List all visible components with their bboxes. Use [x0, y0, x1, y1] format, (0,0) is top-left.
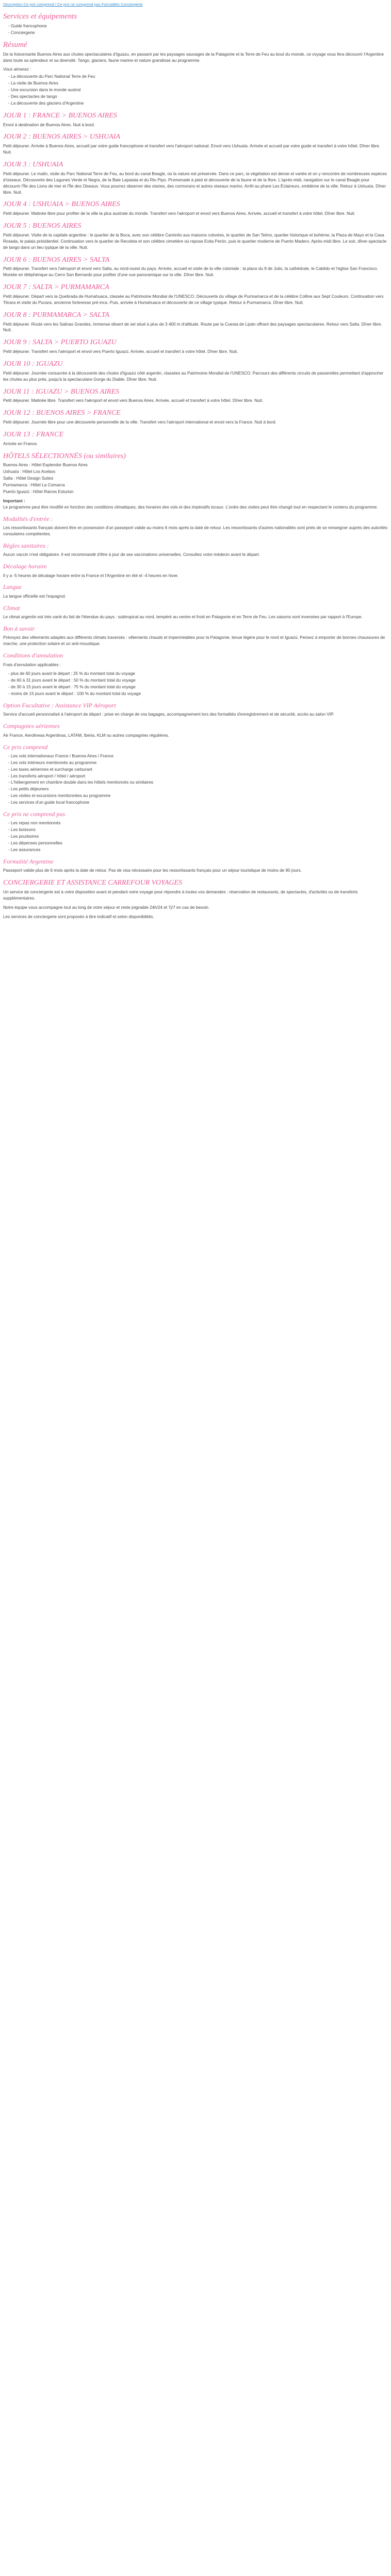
day-title: JOUR 8 : PURMAMARCA > SALTA [3, 311, 109, 319]
prix-ne-comprend-item: - Les repas non mentionnés [8, 820, 388, 826]
annulation-item: - de 60 à 31 jours avant le départ : 50 % du montant total du voyage [8, 677, 388, 684]
day-text: Petit déjeuner. Arrivée à Buenos Aires, accueil par votre guide francophone et transfert vers l'aéroport national. Envol vers Ushuaïa. Arrivée et accueil par votre guide et transfert à votre hôtel. Dîner libre. Nuit. [3, 144, 381, 155]
services-item: - Conciergerie [8, 30, 388, 36]
day-title: JOUR 5 : BUENOS AIRES [3, 222, 82, 230]
formalites-text: Passeport valide plus de 6 mois après la date de retour. Pas de visa nécessaire pour les ressortissants français pour un séjour touristique de moins de 90 jours. [3, 868, 302, 873]
resume-text: De la foisonnante Buenos Aires aux chutes spectaculaires d'Iguazu, en passant par les paysages sauvages de la Patagonie et la Terre de Feu au bout du monde, ce voyage vous fera découvrir l'Argentine dans toute sa splendeur et sa diversité. Tango, glaciers, faune marine et nature grandiose au programme. [3, 52, 384, 63]
day-3 [3, 161, 388, 195]
day-7 [3, 283, 388, 306]
page [0, 0, 391, 929]
conciergerie-title: CONCIERGERIE ET ASSISTANCE CARREFOUR VOYAGES [3, 879, 183, 887]
prix-ne-comprend-title: Ce prix ne comprend pas [3, 810, 66, 818]
conciergerie-text: Un service de conciergerie est à votre disposition avant et pendant votre voyage pour répondre à toutes vos demandes : réservation de restaurants, de spectacles, d'activités ou de transferts supplémentaires. [3, 889, 358, 901]
modalites-text: Les ressortissants français doivent être en possession d'un passeport valide au moins 6 mois après la date de retour. Les ressortissants d'autres nationalités sont priés de se renseigner auprès des autorités consulaires compétentes. [3, 526, 387, 536]
services-item: - Guide francophone [8, 23, 388, 29]
services-list [3, 23, 388, 36]
day-title: JOUR 11 : IGUAZU > BUENOS AIRES [3, 387, 120, 396]
hotel-line: Buenos Aires : Hôtel Esplendor Buenos Aires [3, 463, 88, 468]
prix-comprend-title: Ce prix comprend [3, 743, 48, 751]
regles-sanitaires-text: Aucun vaccin n'est obligatoire. Il est recommandé d'être à jour de ses vaccinations universelles. Consultez votre médecin avant le départ. [3, 552, 260, 557]
annulation-item: - moins de 15 jours avant le départ : 100 % du montant total du voyage [8, 691, 388, 697]
day-title: JOUR 3 : USHUAIA [3, 161, 63, 169]
regles-sanitaires-title: Règles sanitaires : [3, 541, 49, 549]
prix-comprend-item: - Les services d'un guide local francophone [8, 800, 388, 806]
prix-ne-comprend-item: - Les assurances [8, 847, 388, 853]
modalites-title: Modalités d'entrée : [3, 515, 53, 522]
prix-comprend-item: - Les vols internationaux France / Buenos Aires / France [8, 753, 388, 759]
day-text: Petit déjeuner. Journée libre pour une découverte personnelle de la ville. Transfert vers l'aéroport international et envol vers la France. Nuit à bord. [3, 420, 276, 425]
day-8 [3, 311, 388, 334]
day-text: Envol à destination de Buenos Aires. Nuit à bord. [3, 122, 95, 127]
annulation-item: - de 30 à 15 jours avant le départ : 75 % du montant total du voyage [8, 684, 388, 690]
day-text: Arrivée en France. [3, 441, 38, 446]
assistance-text: Service d'accueil personnalisé à l'aéroport de départ : prise en charge de vos bagages, accompagnement lors des formalités d'enregistrement et de sécurité, accès au salon VIP. [3, 712, 334, 717]
prix-comprend-item: - Les vols intérieurs mentionnés au programme [8, 760, 388, 766]
prix-ne-comprend-list [3, 820, 388, 853]
annulation-list [3, 671, 388, 697]
day-title: JOUR 2 : BUENOS AIRES > USHUAIA [3, 133, 120, 141]
climat-title: Climat [3, 604, 20, 612]
annulation-intro: Frais d'annulation applicables : [3, 662, 61, 667]
day-5 [3, 222, 388, 250]
prix-comprend-item: - Les taxes aériennes et surcharge carburant [8, 767, 388, 773]
prix-comprend-list [3, 753, 388, 806]
day-11 [3, 388, 388, 404]
day-text: Petit déjeuner. Départ vers la Quebrada de Humahuaca, classée au Patrimoine Mondial de l'UNESCO. Découverte du village de Purmamarca et de la célèbre Colline aux Sept Couleurs. Continuation vers Tilcara et visite du Pucara, ancienne forteresse pré-inca. Puis, arrivée à Humahuaca et découverte de ce village typique. Retour à Purmamarca. Dîner libre. Nuit. [3, 294, 384, 305]
assistance-title: Option Facultative : Assistance VIP Aéroport [3, 701, 116, 709]
hotel-line: Purmamarca : Hôtel La Comarca [3, 483, 65, 488]
vous-aimerez-item: - Des spectacles de tango [8, 94, 388, 100]
vous-aimerez-list [3, 74, 388, 106]
day-title: JOUR 12 : BUENOS AIRES > FRANCE [3, 409, 121, 417]
day-title: JOUR 6 : BUENOS AIRES > SALTA [3, 256, 110, 264]
top-navigation-links[interactable]: Description Ce prix comprend / Ce prix ne comprend pas Formalités Conciergerie [3, 2, 143, 7]
day-12 [3, 409, 388, 426]
day-text: Petit déjeuner. Matinée libre. Transfert vers l'aéroport et envol vers Buenos Aires. Arrivée, accueil et transfert à votre hôtel. Dîner libre. Nuit. [3, 398, 263, 403]
prix-ne-comprend-item: - Les boissons [8, 827, 388, 833]
compagnies-text: Air France, Aerolineas Argentinas, LATAM, Iberia, KLM ou autres compagnies régulières. [3, 733, 169, 738]
hotels-title: HÔTELS SÉLECTIONNÉS (ou similaires) [3, 452, 126, 460]
langue-text: La langue officielle est l'espagnol. [3, 594, 67, 599]
vous-aimerez-item: - La visite de Buenos Aires [8, 80, 388, 87]
day-text: Petit déjeuner. Route vers les Salinas Grandes, immense désert de sel situé à plus de 3 400 m d'altitude. Route par la Cuesta de Lipán offrant des paysages spectaculaires. Retour vers Salta. Dîner libre. Nuit. [3, 321, 382, 333]
day-title: JOUR 13 : FRANCE [3, 430, 64, 438]
day-title: JOUR 1 : FRANCE > BUENOS AIRES [3, 111, 117, 120]
day-title: JOUR 7 : SALTA > PURMAMARCA [3, 283, 109, 292]
conciergerie-text: Notre équipe vous accompagne tout au long de votre séjour et reste joignable 24h/24 et 7j/7 en cas de besoin. [3, 905, 210, 910]
decalage-title: Décalage horaire [3, 563, 47, 570]
decalage-text: Il y a -5 heures de décalage horaire entre la France et l'Argentine en été et -4 heures en hiver. [3, 573, 179, 578]
itinerary [3, 112, 388, 447]
day-title: JOUR 10 : IGUAZU [3, 360, 63, 368]
day-text: Petit déjeuner. Journée consacrée à la découverte des chutes d'Iguazú côté argentin, classées au Patrimoine Mondial de l'UNESCO. Parcours des différents circuits de passerelles permettant d'approcher les chutes au plus près, jusqu'à la spectaculaire Gorge du Diable. Dîner libre. Nuit. [3, 370, 384, 382]
day-1 [3, 112, 388, 128]
vous-aimerez-title: Vous aimerez : [3, 67, 31, 72]
langue-title: Langue [3, 583, 22, 591]
vous-aimerez-item: - Une excursion dans le monde austral [8, 87, 388, 93]
day-title: JOUR 9 : SALTA > PUERTO IGUAZU [3, 338, 117, 347]
formalites-title: Formalité Argentine [3, 857, 54, 865]
prix-comprend-item: - Les transferts aéroport / hôtel / aéroport [8, 773, 388, 779]
hotels-list [3, 462, 388, 495]
day-2 [3, 133, 388, 156]
day-6 [3, 256, 388, 279]
day-13 [3, 431, 388, 447]
resume-title: Résumé [3, 40, 27, 49]
prix-comprend-item: - Les petits déjeuners [8, 786, 388, 792]
conciergerie-text: Les services de conciergerie sont proposés à titre indicatif et selon disponibilités. [3, 914, 154, 919]
annulation-title: Conditions d'annulation [3, 652, 63, 659]
hotel-line: Ushuaïa : Hôtel Los Acebos [3, 469, 56, 474]
prix-ne-comprend-item: - Les dépenses personnelles [8, 840, 388, 846]
day-4 [3, 200, 388, 217]
day-10 [3, 360, 388, 383]
day-text: Petit déjeuner. Visite de la capitale argentine : le quartier de la Boca, avec son célèbre Caminito aux maisons colorées, le quartier de San Telmo, quartier historique et bohème, la Plaza de Mayo et la Casa Rosada, le palais présidentiel. Continuation vers le quartier de Recoleta et son célèbre cimetière où repose Evita Perón, puis le quartier moderne de Puerto Madero. Après-midi libre. Le soir, dîner-spectacle de tango dans un lieu typique de la ville. Nuit. [3, 232, 387, 250]
bon-a-savoir-title: Bon à savoir [3, 624, 35, 632]
day-9 [3, 338, 388, 355]
day-text: Petit déjeuner. Le matin, visite du Parc National Terre de Feu, au bord du canal Beagle, où la nature est préservée. Dans ce parc, la végétation est dense et variée et on y rencontre de nombreuses espèces d'oiseaux. Découverte des Lagunes Verde et Negra, de la Baie Lapataia et du Rio Pipo. Promenade à pied et découverte de la faune et de la flore. L'après-midi, navigation sur le canal Beagle pour découvrir l'Île des Lions de mer et l'Île des Oiseaux. Vous pourrez observer des otaries, des cormorans et autres oiseaux marins. Arrêt au phare Les Éclaireurs, emblème de la ville. Retour à Ushuaïa. Dîner libre. Nuit. [3, 171, 387, 195]
services-title: Services et équipements [3, 12, 77, 21]
day-text: Petit déjeuner. Matinée libre pour profiter de la ville la plus australe du monde. Transfert vers l'aéroport et envol vers Buenos Aires. Arrivée, accueil et transfert à votre hôtel. Dîner libre. Nuit. [3, 211, 355, 216]
bon-a-savoir-text: Prévoyez des vêtements adaptés aux différents climats traversés : vêtements chauds et imperméables pour la Patagonie, tenue légère pour le nord et Iguazú. Pensez à emporter de bonnes chaussures de marche, une protection solaire et un anti-moustique. [3, 635, 385, 647]
prix-ne-comprend-item: - Les pourboires [8, 834, 388, 840]
annulation-item: - plus de 60 jours avant le départ : 25 % du montant total du voyage [8, 671, 388, 677]
hotel-line: Puerto Iguazú : Hôtel Raices Esturion [3, 489, 74, 494]
day-title: JOUR 4 : USHUAIA > BUENOS AIRES [3, 200, 120, 209]
climat-text: Le climat argentin est très varié du fait de l'étendue du pays : subtropical au nord, tempéré au centre et froid en Patagonie et en Terre de Feu. Les saisons sont inversées par rapport à l'Europe. [3, 615, 363, 620]
compagnies-title: Compagnies aériennes [3, 722, 60, 730]
important-label: Important : [3, 498, 25, 503]
prix-comprend-item: - Les visites et excursions mentionnées au programme [8, 793, 388, 799]
top-navigation [3, 2, 388, 8]
vous-aimerez-item: - La découverte des glaciers d'Argentine [8, 100, 388, 107]
day-text: Petit déjeuner. Transfert vers l'aéroport et envol vers Puerto Iguazú. Arrivée, accueil et transfert à votre hôtel. Dîner libre. Nuit. [3, 349, 238, 354]
important-text: Le programme peut être modifié en fonction des conditions climatiques, des horaires des vols et des impératifs locaux. L'ordre des visites peut être changé tout en respectant le contenu du programme. [3, 504, 378, 510]
day-text: Petit déjeuner. Transfert vers l'aéroport et envol vers Salta, au nord-ouest du pays. Arrivée, accueil et visite de la ville coloniale : la place du 9 de Julio, la cathédrale, le Cabildo et l'église San Francisco. Montée en téléphérique au Cerro San Bernardo pour profiter d'une vue panoramique sur la ville. Dîner libre. Nuit. [3, 266, 378, 278]
prix-comprend-item: - L'hébergement en chambre double dans les hôtels mentionnés ou similaires [8, 779, 388, 786]
hotel-line: Salta : Hôtel Design Suites [3, 476, 54, 481]
vous-aimerez-item: - La découverte du Parc National Terre de Feu [8, 74, 388, 80]
